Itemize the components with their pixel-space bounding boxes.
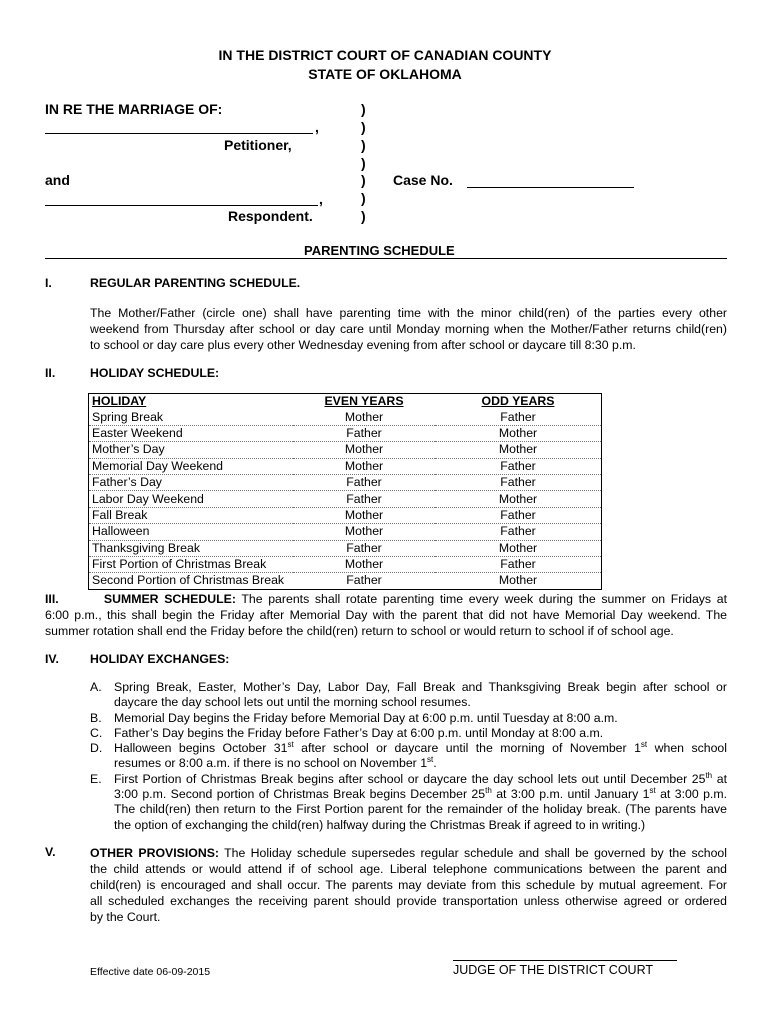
caption-paren: ) bbox=[361, 172, 366, 188]
text-run: when school bbox=[654, 741, 727, 756]
holiday-cell: Memorial Day Weekend bbox=[89, 458, 294, 474]
odd-year-cell: Father bbox=[435, 556, 602, 572]
holiday-schedule-table bbox=[88, 393, 602, 590]
list-item bbox=[90, 711, 727, 726]
even-year-cell: Mother bbox=[344, 409, 384, 424]
petitioner-comma: , bbox=[315, 119, 319, 135]
list-item bbox=[90, 772, 727, 833]
section-1-number: I. bbox=[45, 276, 52, 290]
even-year-cell: Mother bbox=[293, 507, 435, 523]
section-3-number: III. bbox=[45, 592, 59, 606]
holiday-cell: Second Portion of Christmas Break bbox=[89, 573, 294, 589]
odd-year-cell: Mother bbox=[435, 442, 602, 458]
section-5-text-start: The Holiday schedule supersedes regular schedule and shall be governed by the school bbox=[224, 846, 727, 860]
title-rule bbox=[45, 258, 727, 259]
section-5-line: the child attends or would attend if of school age. Liberal telephone communications between the parent and bbox=[90, 862, 727, 876]
document-title: PARENTING SCHEDULE bbox=[304, 243, 455, 258]
list-item-line: The child(ren) then return to the First Portion parent for the remainder of the holiday break. (The parents have bbox=[114, 802, 727, 817]
odd-year-cell: Father bbox=[435, 507, 602, 523]
section-2-title: HOLIDAY SCHEDULE: bbox=[90, 366, 220, 380]
caption-paren: ) bbox=[361, 155, 366, 171]
text-run: resumes or 8:00 a.m. if there is no school on November 1 bbox=[114, 756, 428, 771]
section-1-line: The Mother/Father (circle one) shall have parenting time with the minor child(ren) of the parties every other bbox=[90, 306, 727, 320]
text-run: at bbox=[716, 771, 727, 786]
section-5-line: child(ren) is encouraged and shall occur. The parents may deviate from this schedule by mutual agreement. For bbox=[90, 878, 727, 892]
section-5-text bbox=[90, 845, 727, 925]
holiday-table-header bbox=[89, 394, 602, 410]
section-2-number: II. bbox=[45, 366, 56, 380]
holiday-cell: Father’s Day bbox=[89, 474, 294, 490]
section-3-line: 6:00 p.m., this shall begin the Friday after Memorial Day with the parent that did not have Memorial Day weekend. The bbox=[45, 608, 727, 622]
odd-year-cell: Father bbox=[435, 474, 602, 490]
superscript: th bbox=[485, 785, 492, 795]
text-run: after school or daycare until the morning of November 1 bbox=[301, 741, 641, 756]
table-row bbox=[89, 458, 602, 474]
in-re-label: IN RE THE MARRIAGE OF: bbox=[45, 101, 223, 117]
list-item bbox=[90, 680, 727, 711]
section-5-line: all scheduled exchanges the receiving parent should provide transportation unless otherwise agreed or ordered bbox=[90, 894, 727, 908]
section-4-number: IV. bbox=[45, 652, 59, 666]
holiday-cell: Labor Day Weekend bbox=[89, 491, 294, 507]
respondent-label: Respondent. bbox=[228, 208, 313, 224]
section-4-title: HOLIDAY EXCHANGES: bbox=[90, 652, 230, 666]
odd-year-cell: Mother bbox=[435, 573, 602, 589]
odd-year-cell: Father bbox=[500, 409, 536, 424]
list-item-label: C. bbox=[90, 725, 103, 740]
holiday-cell: Spring Break bbox=[92, 409, 164, 424]
even-year-cell: Mother bbox=[293, 442, 435, 458]
list-item-line bbox=[114, 756, 727, 771]
table-row bbox=[89, 524, 602, 540]
court-state: STATE OF OKLAHOMA bbox=[308, 66, 462, 82]
holiday-cell: Halloween bbox=[89, 524, 294, 540]
petitioner-label: Petitioner, bbox=[224, 137, 292, 153]
section-3-line bbox=[45, 591, 727, 607]
judge-signature-label: JUDGE OF THE DISTRICT COURT bbox=[453, 963, 654, 977]
judge-signature-line[interactable] bbox=[453, 960, 677, 961]
odd-year-cell: Mother bbox=[435, 540, 602, 556]
caption-paren: ) bbox=[361, 190, 366, 206]
even-year-cell: Father bbox=[293, 425, 435, 441]
petitioner-name-line[interactable] bbox=[45, 133, 313, 134]
table-row bbox=[89, 556, 602, 572]
case-number-line[interactable] bbox=[467, 187, 634, 188]
section-3-text-start: The parents shall rotate parenting time every week during the summer on Fridays at bbox=[241, 592, 727, 606]
table-row bbox=[89, 409, 602, 425]
caption-paren: ) bbox=[361, 101, 366, 117]
table-row bbox=[89, 474, 602, 490]
section-1-text bbox=[90, 305, 727, 353]
section-5-title: OTHER PROVISIONS: bbox=[90, 846, 219, 860]
list-item bbox=[90, 741, 727, 772]
list-item bbox=[90, 726, 727, 741]
superscript: st bbox=[427, 755, 434, 765]
effective-date: Effective date 06-09-2015 bbox=[90, 966, 211, 978]
superscript: st bbox=[640, 740, 648, 750]
text-run: 3:00 p.m. Second portion of Christmas Break begins December 25 bbox=[114, 787, 486, 802]
odd-year-cell: Mother bbox=[435, 425, 602, 441]
section-3-line: summer rotation shall end the Friday before the child(ren) return to school or would return to school if of school age. bbox=[45, 624, 674, 638]
section-1-line: to school or day care plus every other Wednesday evening from after school or daycare till 8:30 p.m. bbox=[90, 338, 636, 352]
even-year-cell: Father bbox=[293, 474, 435, 490]
respondent-name-line[interactable] bbox=[45, 205, 318, 206]
text-run: at 3:00 p.m. until January 1 bbox=[496, 787, 650, 802]
even-year-cell: Mother bbox=[293, 458, 435, 474]
list-item-line: daycare the day school lets out until the morning school resumes. bbox=[114, 695, 471, 710]
odd-year-cell: Father bbox=[435, 458, 602, 474]
text-run: Halloween begins October 31 bbox=[114, 741, 288, 756]
holiday-cell: First Portion of Christmas Break bbox=[89, 556, 294, 572]
table-row bbox=[89, 540, 602, 556]
list-item-label: A. bbox=[90, 680, 102, 694]
section-1-line: weekend from Thursday after school or day care until Monday morning when the Mother/Father returns child(ren) bbox=[90, 322, 727, 336]
table-row bbox=[89, 425, 602, 441]
even-year-cell: Father bbox=[293, 573, 435, 589]
section-5-line bbox=[90, 845, 727, 861]
holiday-cell: Thanksgiving Break bbox=[89, 540, 294, 556]
text-run: at 3:00 p.m. bbox=[660, 787, 727, 802]
section-5-number: V. bbox=[45, 845, 56, 859]
odd-year-cell: Father bbox=[435, 524, 602, 540]
section-5-line: by the Court. bbox=[90, 910, 161, 924]
list-item-line bbox=[114, 772, 727, 787]
superscript: st bbox=[649, 785, 656, 795]
holiday-cell: Fall Break bbox=[89, 507, 294, 523]
list-item-line: Father’s Day begins the Friday before Father’s Day at 6:00 p.m. until Monday at 8:00 a.m. bbox=[114, 725, 604, 740]
holiday-cell: Mother’s Day bbox=[89, 442, 294, 458]
section-1-title: REGULAR PARENTING SCHEDULE. bbox=[90, 276, 301, 290]
even-year-cell: Mother bbox=[293, 556, 435, 572]
text-run: . bbox=[433, 756, 437, 771]
holiday-cell: Easter Weekend bbox=[89, 425, 294, 441]
section-3-text bbox=[45, 591, 727, 639]
caption-paren: ) bbox=[361, 119, 366, 135]
table-row bbox=[89, 573, 602, 589]
list-item-line bbox=[114, 787, 727, 802]
respondent-comma: , bbox=[319, 191, 323, 207]
even-year-cell: Father bbox=[293, 491, 435, 507]
table-row bbox=[89, 507, 602, 523]
caption-paren: ) bbox=[361, 208, 366, 224]
header-even-years: EVEN YEARS bbox=[324, 394, 404, 409]
superscript: st bbox=[287, 740, 294, 750]
list-item-line: Spring Break, Easter, Mother’s Day, Labor Day, Fall Break and Thanksgiving Break begin after school or bbox=[114, 680, 727, 694]
caption-paren: ) bbox=[361, 137, 366, 153]
superscript: th bbox=[705, 770, 713, 780]
list-item-label: B. bbox=[90, 710, 102, 725]
list-item-label: E. bbox=[90, 771, 102, 786]
even-year-cell: Father bbox=[293, 540, 435, 556]
header-holiday: HOLIDAY bbox=[92, 394, 147, 409]
list-item-line: the option of exchanging the child(ren) halfway during the Christmas Break if agreed to in writing.) bbox=[114, 817, 646, 832]
odd-year-cell: Mother bbox=[435, 491, 602, 507]
text-run: First Portion of Christmas Break begins after school or daycare the day school lets out until December 25 bbox=[114, 771, 706, 786]
list-item-line: Memorial Day begins the Friday before Memorial Day at 6:00 p.m. until Tuesday at 8:00 a.m. bbox=[114, 710, 618, 725]
header-odd-years: ODD YEARS bbox=[481, 394, 555, 409]
list-item-label: D. bbox=[90, 741, 103, 756]
table-row bbox=[89, 442, 602, 458]
list-item-line bbox=[114, 741, 727, 756]
table-row bbox=[89, 491, 602, 507]
case-number-label: Case No. bbox=[393, 172, 453, 188]
holiday-exchanges-list bbox=[90, 680, 727, 833]
court-name: IN THE DISTRICT COURT OF CANADIAN COUNTY bbox=[218, 47, 552, 63]
section-3-title: SUMMER SCHEDULE: bbox=[103, 592, 236, 606]
even-year-cell: Mother bbox=[293, 524, 435, 540]
and-label: and bbox=[45, 172, 70, 188]
